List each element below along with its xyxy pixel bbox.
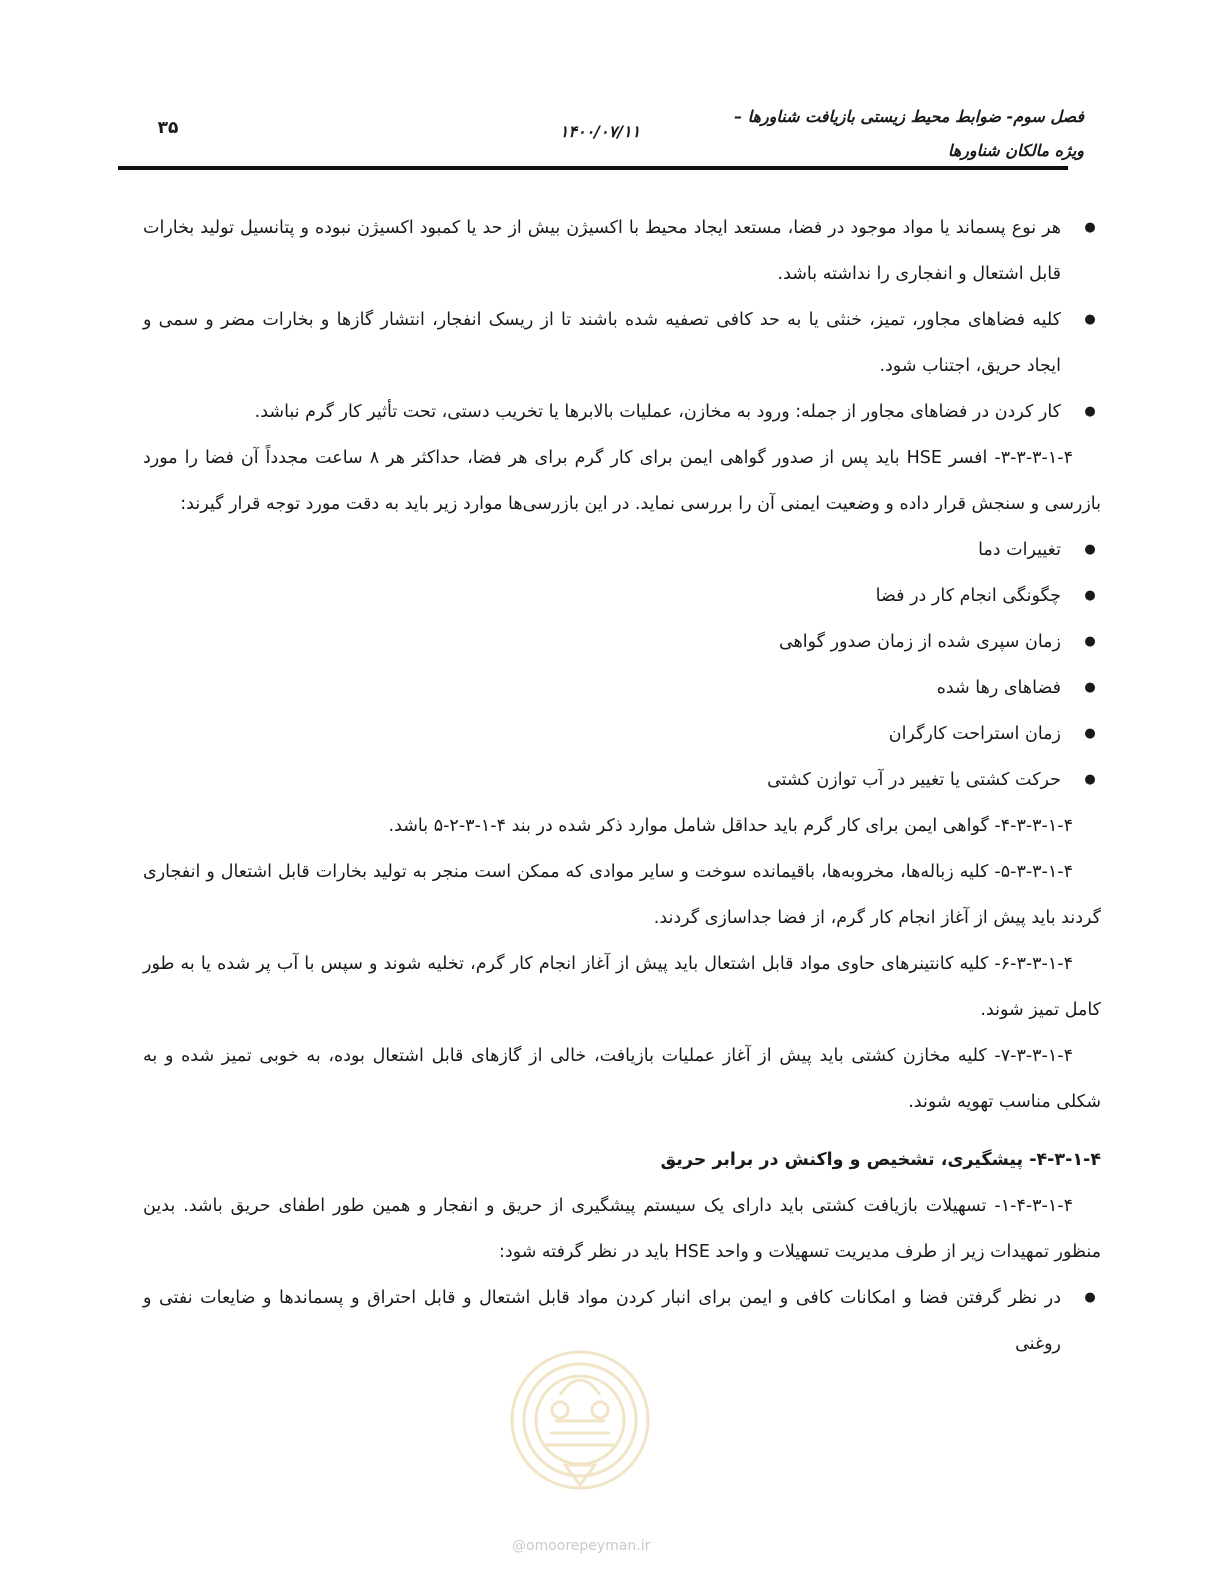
list-item: ● زمان سپری شده از زمان صدور گواهی	[143, 619, 1061, 665]
bullet-list-inspection	[143, 527, 1101, 803]
list-item: ● زمان استراحت کارگران	[143, 711, 1061, 757]
section-heading: ۴-۳-۱-۴- پیشگیری، تشخیص و واکنش در برابر حریق	[660, 1150, 1101, 1170]
paragraph-4-3-3: ۴-۳-۳-۱-۴- گواهی ایمن برای کار گرم باید حداقل شامل موارد ذکر شده در بند ۴-۱-۳-۲-۵ باشد.	[388, 816, 1073, 836]
chapter-title-line-1: فصل سوم- ضوابط محیط زیستی بازیافت شناورها –	[734, 107, 1084, 126]
paragraph-6-3-3: ۶-۳-۳-۱-۴- کلیه کانتینرهای حاوی مواد قابل اشتعال باید پیش از آغاز انجام کار گرم، تخلیه شوند و سپس با آب پر شده یا به طور کامل تمیز شوند.	[143, 954, 1101, 1020]
bullet-icon: ●	[1084, 220, 1096, 235]
paragraph-1-4-3: ۱-۴-۳-۱-۴- تسهیلات بازیافت کشتی باید دارای یک سیستم پیشگیری از حریق و انفجار و همین طور اطفای حریق باشد. بدین منظور تمهیدات زیر از طرف مدیریت تسهیلات و واحد HSE باید در نظر گرفته شود:	[143, 1196, 1101, 1262]
list-item: ● در نظر گرفتن فضا و امکانات کافی و ایمن برای انبار کردن مواد قابل اشتعال و قابل احتراق و پسماندها و ضایعات نفتی و روغنی	[143, 1275, 1061, 1367]
page-number: ۳۵	[157, 118, 179, 138]
header-date: ۱۴۰۰/۰۷/۱۱	[559, 122, 641, 141]
paragraph-5-3-3: ۵-۳-۳-۱-۴- کلیه زباله‌ها، مخروبه‌ها، باقیمانده سوخت و سایر موادی که ممکن است منجر به تولید بخارات قابل اشتعال و انفجاری گردند باید پیش از آغاز انجام کار گرم، از فضا جداسازی گردند.	[143, 862, 1101, 928]
bullet-icon: ●	[1084, 772, 1096, 787]
bullet-icon: ●	[1084, 404, 1096, 419]
paragraph-3-3-3: ۳-۳-۳-۱-۴- افسر HSE باید پس از صدور گواهی ایمن برای کار گرم برای هر فضا، حداکثر هر ۸ ساعت مجدداً آن فضا را مورد بازرسی و سنجش قرار داده و وضعیت ایمنی آن را بررسی نماید. در این بازرسی‌ها موارد زیر باید به دقت مورد توجه قرار گیرند:	[143, 448, 1101, 514]
bullet-list-conditions	[143, 205, 1101, 435]
header-divider	[118, 166, 1068, 170]
bullet-icon: ●	[1084, 542, 1096, 557]
list-item: ● فضاهای رها شده	[143, 665, 1061, 711]
bullet-icon: ●	[1084, 588, 1096, 603]
list-item: ● هر نوع پسماند یا مواد موجود در فضا، مستعد ایجاد محیط با اکسیژن بیش از حد یا کمبود اکسیژن نبوده و پتانسیل تولید بخارات قابل اشتعال و انفجاری را نداشته باشد.	[143, 205, 1061, 297]
list-item: ● کلیه فضاهای مجاور، تمیز، خنثی یا به حد کافی تصفیه شده باشند تا از ریسک انفجار، انتشار گازها و بخارات مضر و سمی و ایجاد حریق، اجتناب شود.	[143, 297, 1061, 389]
chapter-title	[664, 100, 1084, 168]
bullet-icon: ●	[1084, 634, 1096, 649]
bullet-icon: ●	[1084, 312, 1096, 327]
list-item: ● حرکت کشتی یا تغییر در آب توازن کشتی	[143, 757, 1061, 803]
watermark-seal	[505, 1325, 655, 1515]
chapter-title-line-2: ویژه مالکان شناورها	[947, 141, 1084, 160]
bullet-icon: ●	[1084, 680, 1096, 695]
paragraph-7-3-3: ۷-۳-۳-۱-۴- کلیه مخازن کشتی باید پیش از آغاز عملیات بازیافت، خالی از گازهای قابل اشتعال بوده، به خوبی تمیز شده و به شکلی مناسب تهویه شوند.	[143, 1046, 1101, 1112]
list-item: ● تغییرات دما	[143, 527, 1061, 573]
body-content	[143, 205, 1101, 1367]
bullet-icon: ●	[1084, 726, 1096, 741]
list-item: ● کار کردن در فضاهای مجاور از جمله: ورود به مخازن، عملیات بالابرها یا تخریب دستی، تحت تأثیر کار گرم نباشد.	[143, 389, 1061, 435]
bullet-icon: ●	[1084, 1290, 1096, 1305]
watermark-site: @omoorepeyman.ir	[512, 1538, 651, 1554]
list-item: ● چگونگی انجام کار در فضا	[143, 573, 1061, 619]
